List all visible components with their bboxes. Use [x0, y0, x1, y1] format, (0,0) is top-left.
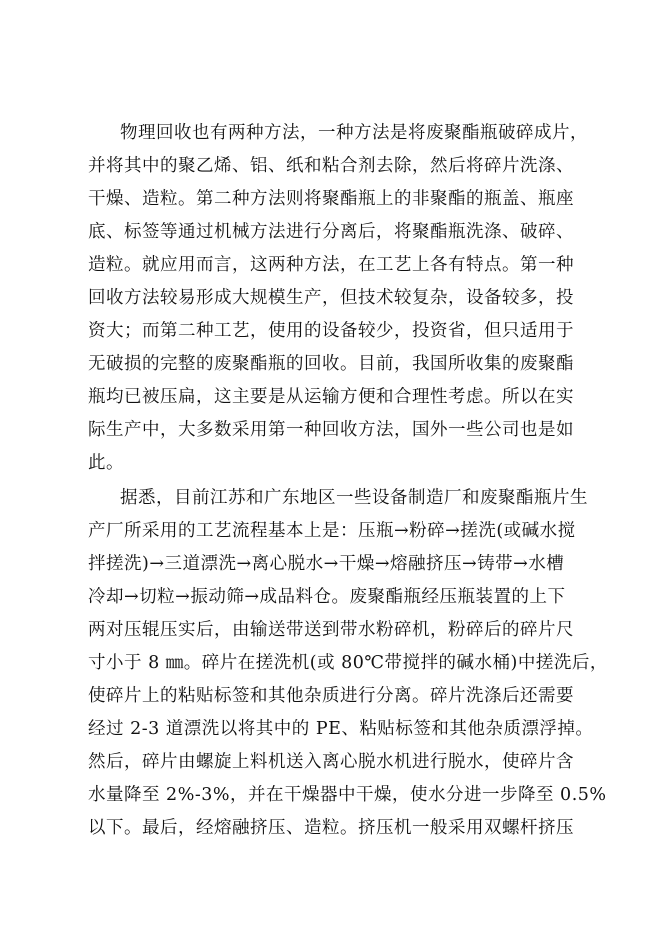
paragraph-1-line-4: 底、标签等通过机械方法进行分离后，将聚酯瓶洗涤、破碎、 — [88, 222, 574, 242]
paragraph-2-line-10: 水量降至 2%-3%，并在干燥器中干燥，使水分进一步降至 0.5% — [88, 785, 607, 805]
paragraph-1-line-5: 造粒。就应用而言，这两种方法，在工艺上各有特点。第一种 — [88, 255, 574, 275]
paragraph-2-line-9: 然后，碎片由螺旋上料机送入离心脱水机进行脱水，使碎片含 — [88, 752, 574, 772]
paragraph-1-line-6: 回收方法较易形成大规模生产，但技术较复杂，设备较多，投 — [88, 288, 574, 308]
paragraph-1-line-8: 无破损的完整的废聚酯瓶的回收。目前，我国所收集的废聚酯 — [88, 354, 574, 374]
paragraph-2-line-11: 以下。最后，经熔融挤压、造粒。挤压机一般采用双螺杆挤压 — [88, 818, 574, 838]
paragraph-1-line-11: 此。 — [88, 453, 124, 473]
paragraph-2-line-6: 寸小于 8 ㎜。碎片在搓洗机(或 80℃带搅拌的碱水桶)中搓洗后， — [88, 653, 608, 673]
paragraph-2-line-5: 两对压辊压实后，由输送带送到带水粉碎机，粉碎后的碎片尺 — [88, 620, 574, 640]
paragraph-1-line-10: 际生产中，大多数采用第一种回收方法，国外一些公司也是如 — [88, 420, 574, 440]
paragraph-1-line-7: 资大；而第二种工艺，使用的设备较少，投资省，但只适用于 — [88, 321, 574, 341]
paragraph-2-line-1: 据悉，目前江苏和广东地区一些设备制造厂和废聚酯瓶片生 — [120, 488, 588, 508]
paragraph-2-line-7: 使碎片上的粘贴标签和其他杂质进行分离。碎片洗涤后还需要 — [88, 686, 574, 706]
paragraph-2-line-8: 经过 2-3 道漂洗以将其中的 PE、粘贴标签和其他杂质漂浮掉。 — [88, 719, 594, 739]
paragraph-2-line-3: 拌搓洗)→三道漂洗→离心脱水→干燥→熔融挤压→铸带→水槽 — [88, 554, 565, 574]
paragraph-1-line-2: 并将其中的聚乙烯、铝、纸和粘合剂去除，然后将碎片洗涤、 — [88, 156, 574, 176]
paragraph-1-line-9: 瓶均已被压扁，这主要是从运输方便和合理性考虑。所以在实 — [88, 387, 574, 407]
paragraph-1-line-3: 干燥、造粒。第二种方法则将聚酯瓶上的非聚酯的瓶盖、瓶座 — [88, 189, 574, 209]
paragraph-1-line-1: 物理回收也有两种方法，一种方法是将废聚酯瓶破碎成片， — [120, 123, 588, 143]
paragraph-2-line-2: 产厂所采用的工艺流程基本上是：压瓶→粉碎→搓洗(或碱水搅 — [88, 521, 576, 541]
paragraph-2-line-4: 冷却→切粒→振动筛→成品料仓。废聚酯瓶经压瓶装置的上下 — [88, 587, 566, 607]
